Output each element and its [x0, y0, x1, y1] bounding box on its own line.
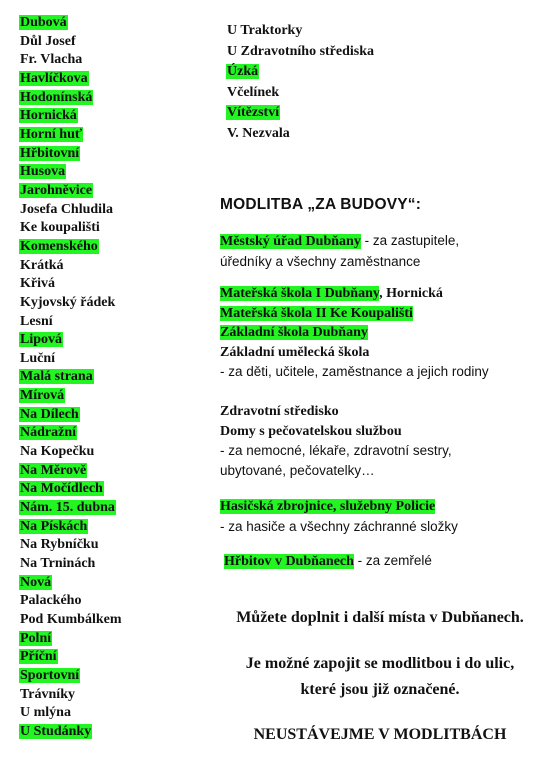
street-item [19, 555, 149, 574]
street-name: U Traktorky [227, 23, 303, 38]
street-name: Sportovní [20, 667, 80, 683]
street-name: Hřbitovní [20, 145, 80, 161]
street-item [19, 331, 149, 350]
street-name: Fr. Vlacha [20, 52, 83, 68]
street-item [19, 257, 149, 276]
street-list-left [19, 14, 149, 742]
street-list-right [226, 21, 375, 145]
street-item [19, 33, 149, 52]
street-name: Křivá [20, 276, 55, 292]
street-item [19, 201, 149, 220]
block-schools [220, 284, 489, 382]
street-item [19, 518, 149, 537]
street-item [226, 21, 375, 42]
footer-closing: NEUSTÁVEJME V MODLITBÁCH [253, 726, 507, 743]
block-health [220, 402, 452, 480]
street-item [19, 406, 149, 425]
street-item [19, 648, 149, 667]
street-name: Malá strana [20, 369, 93, 385]
street-name: Na Dílech [20, 406, 79, 422]
street-item [19, 126, 149, 145]
street-item [19, 424, 149, 443]
street-name: Jarohněvice [20, 182, 93, 198]
street-name: Na Měrově [20, 462, 87, 478]
highlighted-place: Mateřská škola II Ke Koupališti [220, 305, 413, 321]
street-item [19, 14, 149, 33]
footer-line: které jsou již označené. [300, 681, 460, 698]
street-name: Ke koupališti [20, 220, 100, 236]
street-item [19, 219, 149, 238]
street-name: Lesní [20, 313, 53, 329]
intention-text: - za nemocné, lékaře, zdravotní sestry, [220, 443, 452, 458]
intention-text: - za hasiče a všechny záchranné složky [220, 518, 458, 534]
street-name: Komenského [20, 238, 98, 254]
street-item [19, 592, 149, 611]
place-text: Zdravotní středisko [220, 404, 339, 419]
street-item [19, 667, 149, 686]
street-item [19, 70, 149, 89]
street-item [19, 107, 149, 126]
street-name: Na Pískách [20, 518, 88, 534]
intention-text: - za zemřelé [353, 553, 432, 568]
street-item [19, 387, 149, 406]
street-name: Horní huť [20, 126, 83, 142]
street-name: Na Trninách [20, 556, 96, 572]
street-item [19, 182, 149, 201]
street-item [19, 611, 149, 630]
street-name: Nám. 15. dubna [20, 500, 115, 516]
street-item [226, 42, 375, 63]
street-name: Krátká [20, 257, 64, 273]
street-item [226, 83, 375, 104]
street-item [19, 51, 149, 70]
street-item [19, 630, 149, 649]
street-item [19, 499, 149, 518]
street-item [19, 313, 149, 332]
street-name: Josefa Chludila [20, 201, 113, 217]
street-name: Hornická [20, 108, 77, 124]
street-item [19, 723, 149, 742]
street-item [226, 103, 375, 124]
street-name: Luční [20, 350, 56, 366]
street-name: U Studánky [20, 723, 92, 739]
street-name: Příční [20, 649, 57, 665]
street-name: Nová [20, 574, 52, 590]
street-name: Palackého [20, 593, 82, 609]
street-item [19, 89, 149, 108]
prayer-heading: MODLITBA „ZA BUDOVY“: [220, 196, 422, 213]
highlighted-place: Hřbitov v Dubňanech [224, 554, 354, 569]
street-name: Včelínek [227, 84, 280, 100]
intention-text: úředníky a všechny zaměstnance [220, 253, 421, 269]
street-item [19, 145, 149, 164]
street-item [19, 480, 149, 499]
street-item [226, 62, 375, 83]
highlighted-place: Hasičská zbrojnice, služebny Policie [220, 499, 436, 514]
street-name: U Zdravotního střediska [227, 43, 375, 59]
street-name: Lipová [20, 332, 63, 348]
street-item [19, 704, 149, 723]
street-item [19, 443, 149, 462]
street-name: Dubová [20, 15, 67, 30]
block-fire-police [220, 497, 458, 536]
highlighted-place: Městský úřad Dubňany [220, 234, 361, 249]
street-name: Úzká [227, 64, 259, 80]
street-name: Na Močídlech [20, 481, 103, 497]
footer-line: Je možné zapojit se modlitbou i do ulic, [245, 655, 515, 672]
place-text: Domy s pečovatelskou službou [220, 423, 402, 439]
street-item [19, 238, 149, 257]
street-name: U mlýna [20, 705, 71, 721]
street-name: Vítězství [227, 105, 280, 121]
intention-text: - za zastupitele, [360, 233, 460, 248]
street-item [226, 124, 375, 145]
street-name: Polní [20, 630, 52, 646]
street-name: Na Kopečku [20, 444, 95, 460]
block-cemetery [224, 551, 432, 572]
street-name: V. Nezvala [227, 125, 290, 141]
highlighted-place: Základní škola Dubňany [220, 325, 368, 340]
place-text: Základní umělecká škola [220, 344, 370, 360]
street-name: Nádražní [20, 425, 76, 441]
street-name: Důl Josef [20, 33, 76, 49]
street-item [19, 574, 149, 593]
street-item [19, 536, 149, 555]
street-item [19, 294, 149, 313]
place-text: , Hornická [379, 286, 443, 301]
street-name: Hodonínská [20, 89, 93, 105]
block-town-hall [220, 231, 459, 271]
street-item [19, 368, 149, 387]
street-item [19, 462, 149, 481]
intention-text: - za děti, učitele, zaměstnance a jejich rodiny [220, 364, 489, 379]
street-item [19, 275, 149, 294]
street-item [19, 686, 149, 705]
street-name: Pod Kumbálkem [20, 612, 122, 627]
footer-line: Můžete doplnit i další místa v Dubňanech. [236, 609, 524, 626]
street-item [19, 163, 149, 182]
street-name: Na Rybníčku [20, 537, 99, 553]
street-name: Havlíčkova [20, 70, 88, 86]
street-name: Trávníky [20, 686, 75, 702]
highlighted-place: Mateřská škola I Dubňany [220, 286, 380, 301]
intention-text: ubytované, pečovatelky… [220, 462, 375, 478]
street-name: Kyjovský řádek [20, 294, 116, 310]
street-name: Mírová [20, 388, 65, 404]
street-item [19, 350, 149, 369]
street-name: Husova [20, 164, 66, 180]
